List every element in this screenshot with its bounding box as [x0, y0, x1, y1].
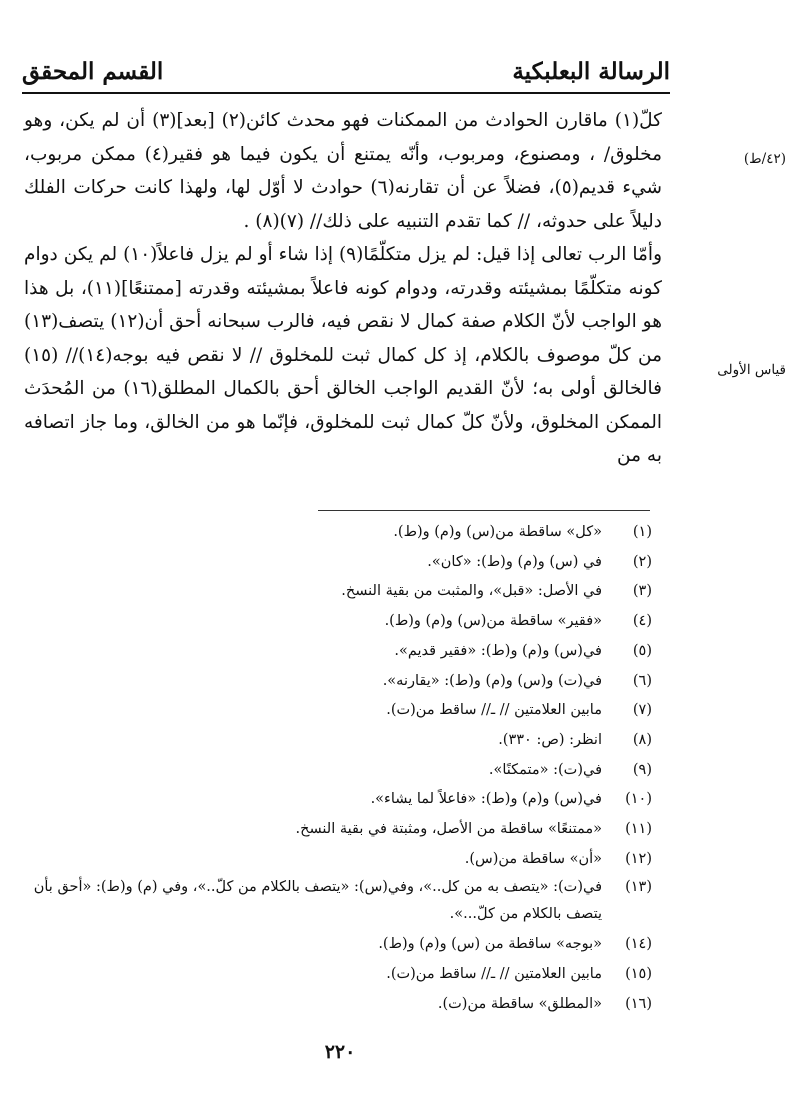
- footnote-number: (١٦): [625, 995, 652, 1012]
- footnote: [18, 990, 652, 1020]
- footnote-number: (٥): [632, 642, 652, 659]
- footnote: [18, 726, 652, 756]
- footnote-number: (١٥): [625, 966, 652, 983]
- footnote-text: «المطلق» ساقطة من(ت).: [437, 995, 602, 1012]
- footnote: [18, 845, 652, 875]
- footnote-number: (١٠): [625, 791, 652, 808]
- running-header: [22, 52, 670, 88]
- footnote: [18, 577, 652, 607]
- header-rule: [22, 92, 670, 94]
- footnote: [18, 696, 652, 726]
- footnote-separator: [318, 510, 650, 511]
- footnote-number: (١٢): [625, 850, 652, 867]
- footnote: [18, 667, 652, 697]
- footnote-text: مابين العلامتين // ـ// ساقط من(ت).: [386, 702, 602, 719]
- footnote-number: (١٤): [625, 936, 652, 953]
- footnote-number: (٢): [632, 553, 652, 570]
- footnote-text: مابين العلامتين // ـ// ساقط من(ت).: [386, 966, 602, 983]
- footnote: [18, 785, 652, 815]
- footnotes-list: [18, 518, 652, 1020]
- footnote: [18, 607, 652, 637]
- paragraph-1: كلّ(١) ماقارن الحوادث من الممكنات فهو محدث كائن(٢) [بعد](٣) أن لم يكن، وهو مخلوق/ ، ومصنوع، ومربوب، وأنّه يمتنع أن يكون فيما هو فقير(٤) ممكن مربوب، شيء قديم(٥)، فضلاً عن أن تقارنه(٦) حوادث لا أوّل لها، ولهذا كانت حركات الفلك دليلاً على حدوثه، // كما تقدم التنبيه على ذلك// (٧)(٨) .: [24, 110, 663, 232]
- footnote-number: (٦): [632, 672, 652, 689]
- footnote-number: (١٣): [625, 879, 652, 896]
- footnote: [18, 637, 652, 667]
- footnote-text: في (س) و(م) و(ط): «كان».: [427, 553, 602, 570]
- book-title: الرسالة البعلبكية: [512, 58, 670, 85]
- footnote-text: في(س) و(م) و(ط): «فقير قديم».: [394, 642, 602, 659]
- footnote-number: (١١): [625, 821, 652, 838]
- paragraph-2: وأمّا الرب تعالى إذا قيل: لم يزل متكلّمًا(٩) إذا شاء أو لم يزل فاعلاً(١٠) لم يكن دوام كونه متكلّمًا بمشيئته وقدرته، ودوام كونه فاعلاً بمشيئته وقدرته [ممتنعًا](١١)، بل هذا هو الواجب لأنّ الكلام صفة كمال لا نقص فيه، فالرب سبحانه أحق أن(١٢) يتصف(١٣) من كلّ موصوف بالكلام، إذ كل كمال ثبت للمخلوق // لا نقص فيه بوجه(١٤)// (١٥) فالخالق أولى به؛ لأنّ القديم الواجب الخالق أحق بالكمال المطلق(١٦) من المُحدَث الممكن المخلوق، ولأنّ كلّ كمال ثبت للمخلوق، فإنّما هو من الخالق، وما جاز اتصافه به من: [24, 244, 663, 466]
- footnote-text: «ممتنعًا» ساقطة من الأصل، ومثبتة في بقية النسخ.: [295, 821, 602, 838]
- footnote-number: (١): [632, 524, 652, 540]
- footnote: [18, 756, 652, 786]
- footnote-number: (٨): [632, 731, 652, 748]
- footnote-text: «فقير» ساقطة من(س) و(م) و(ط).: [384, 613, 602, 630]
- footnote-text: «بوجه» ساقطة من (س) و(م) و(ط).: [378, 936, 602, 953]
- footnote: [18, 518, 652, 548]
- footnote: [18, 874, 652, 928]
- margin-note-qiyas: قياس الأولى: [717, 362, 786, 378]
- footnote-text: في الأصل: «قبل»، والمثبت من بقية النسخ.: [341, 583, 602, 600]
- footnote-number: (٤): [632, 613, 652, 630]
- footnote-text: «كل» ساقطة من(س) و(م) و(ط).: [393, 524, 602, 540]
- section-title: القسم المحقق: [22, 58, 164, 85]
- footnote: [18, 815, 652, 845]
- footnote-text: «أن» ساقطة من(س).: [464, 850, 602, 867]
- footnote: [18, 960, 652, 990]
- footnote-text: في(س) و(م) و(ط): «فاعلاً لما يشاء».: [370, 791, 602, 808]
- footnote-number: (٧): [632, 702, 652, 719]
- footnote-text: في(ت): «يتصف به من كل..»، وفي(س): «يتصف بالكلام من كلّ..»، وفي (م) و(ط): «أحق بأن يتصف بالكلام من كلّ...».: [33, 879, 602, 923]
- footnote-text: انظر: (ص: ٣٣٠).: [498, 731, 602, 748]
- footnote-number: (٣): [632, 583, 652, 600]
- footnote-text: في(ت): «متمكنًا».: [488, 761, 602, 778]
- margin-note-folio: (٤٢/ط): [743, 151, 786, 167]
- footnote-number: (٩): [632, 761, 652, 778]
- main-text: [24, 104, 662, 473]
- footnote-text: في(ت) و(س) و(م) و(ط): «يقارنه».: [382, 672, 602, 689]
- footnote: [18, 930, 652, 960]
- page-number: ٢٢٠: [324, 1041, 356, 1063]
- footnote: [18, 548, 652, 578]
